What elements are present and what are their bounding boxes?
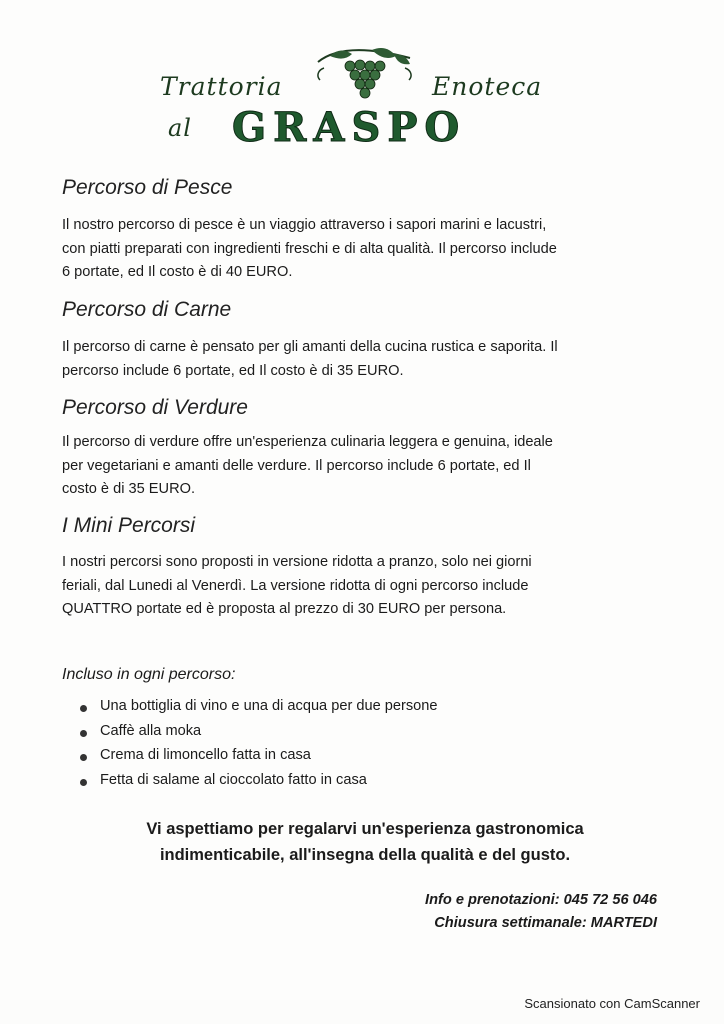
list-item xyxy=(62,747,438,772)
text-line: I nostri percorsi sono proposti in versione ridotta a pranzo, solo nei giorni xyxy=(62,554,532,570)
section-title-pesce: Percorso di Pesce xyxy=(62,176,233,199)
section-text-verdure xyxy=(62,431,666,502)
scanner-watermark: Scansionato con CamScanner xyxy=(524,996,700,1011)
list-item-text: Una bottiglia di vino e una di acqua per due persone xyxy=(100,698,438,714)
closing-message xyxy=(70,816,660,868)
included-heading: Incluso in ogni percorso: xyxy=(62,666,236,683)
text-line: costo è di 35 EURO. xyxy=(62,481,196,497)
logo-word-al: al xyxy=(168,114,192,142)
logo-brand-name: GRASPO xyxy=(232,104,467,151)
closing-line: Vi aspettiamo per regalarvi un'esperienza gastronomica xyxy=(146,820,584,838)
grape-vine-icon xyxy=(310,44,420,106)
section-title-carne: Percorso di Carne xyxy=(62,298,232,321)
section-text-pesce xyxy=(62,214,666,285)
text-line: Il percorso di verdure offre un'esperienza culinaria leggera e genuina, ideale xyxy=(62,434,553,450)
text-line: Il percorso di carne è pensato per gli amanti della cucina rustica e saporita. Il xyxy=(62,339,558,355)
logo-word-trattoria: Trattoria xyxy=(160,72,283,101)
info-phone: Info e prenotazioni: 045 72 56 046 xyxy=(425,892,657,908)
list-item-text: Crema di limoncello fatta in casa xyxy=(100,747,311,763)
text-line: percorso include 6 portate, ed Il costo è di 35 EURO. xyxy=(62,362,404,379)
section-title-mini: I Mini Percorsi xyxy=(62,514,196,537)
text-line: feriali, dal Lunedi al Venerdì. La versione ridotta di ogni percorso include xyxy=(62,577,529,594)
restaurant-logo xyxy=(150,44,570,151)
bullet-icon xyxy=(80,779,87,786)
info-closing-day: Chiusura settimanale: MARTEDI xyxy=(434,915,657,931)
list-item-text: Caffè alla moka xyxy=(100,722,202,739)
list-item xyxy=(62,772,438,797)
text-line: Il nostro percorso di pesce è un viaggio attraverso i sapori marini e lacustri, xyxy=(62,217,547,233)
section-text-carne xyxy=(62,336,666,383)
bullet-icon xyxy=(80,730,87,737)
logo-word-enoteca: Enoteca xyxy=(432,72,543,101)
bullet-icon xyxy=(80,754,87,761)
text-line: 6 portate, ed Il costo è di 40 EURO. xyxy=(62,264,293,280)
list-item-text: Fetta di salame al cioccolato fatto in casa xyxy=(100,771,367,788)
list-item xyxy=(62,723,438,748)
section-text-mini xyxy=(62,551,666,622)
text-line: con piatti preparati con ingredienti freschi e di alta qualità. Il percorso include xyxy=(62,240,557,257)
included-list xyxy=(62,698,438,796)
bullet-icon xyxy=(80,705,87,712)
closing-line: indimenticabile, all'insegna della qualità e del gusto. xyxy=(159,846,571,864)
section-title-verdure: Percorso di Verdure xyxy=(62,396,248,419)
text-line: per vegetariani e amanti delle verdure. Il percorso include 6 portate, ed Il xyxy=(62,457,531,474)
text-line: QUATTRO portate ed è proposta al prezzo di 30 EURO per persona. xyxy=(62,601,507,617)
list-item xyxy=(62,698,438,723)
